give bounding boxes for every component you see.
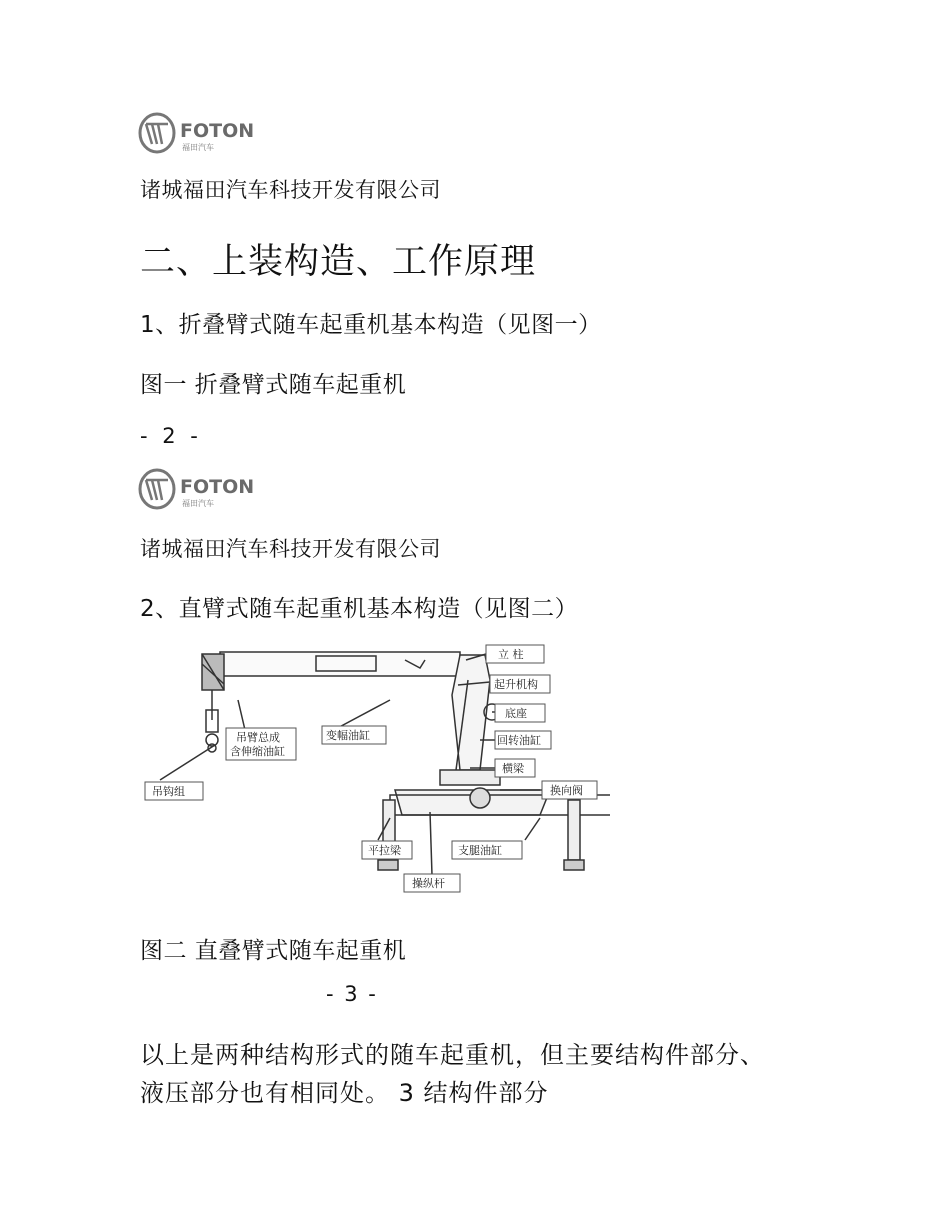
logo-subtext: 福田汽车 [182, 143, 214, 152]
label-column: 立 柱 [498, 648, 524, 661]
logo-header-2 [138, 466, 258, 514]
label-luff-cylinder: 变幅油缸 [326, 729, 370, 742]
label-crossbeam: 横梁 [502, 762, 524, 775]
figure-caption-2: 图二 直叠臂式随车起重机 [140, 938, 407, 964]
logo-subtext: 福田汽车 [182, 499, 214, 508]
label-outrigger: 支腿油缸 [458, 844, 502, 857]
label-slew-cylinder: 回转油缸 [497, 734, 541, 747]
logo-header-1 [138, 110, 258, 158]
label-valve: 换向阀 [550, 784, 583, 797]
body-line-2: 液压部分也有相同处。 3 结构件部分 [140, 1079, 549, 1107]
label-boom: 吊臂总成 [236, 731, 280, 744]
page-number-2: - 2 - [140, 424, 202, 448]
body-line-1: 以上是两种结构形式的随车起重机，但主要结构件部分、 [140, 1041, 765, 1069]
crane-diagram [140, 640, 610, 895]
page-number-3: - 3 - [326, 982, 378, 1006]
label-hook: 吊钩组 [152, 785, 185, 798]
label-lever: 操纵杆 [412, 877, 445, 890]
figure-caption-1: 图一 折叠臂式随车起重机 [140, 372, 407, 398]
foton-emblem-icon [140, 470, 174, 508]
label-stabilizer: 平拉梁 [368, 844, 401, 857]
label-hoist: 起升机构 [494, 678, 538, 691]
logo-wordmark: FOTON [180, 476, 255, 498]
section-title: 二、上装构造、工作原理 [140, 242, 537, 282]
body-paragraph [140, 1036, 840, 1112]
logo-wordmark: FOTON [180, 120, 255, 142]
foton-emblem-icon [140, 114, 174, 152]
item-heading-1: 1、折叠臂式随车起重机基本构造（见图一） [140, 312, 602, 338]
label-boom-2: 含伸缩油缸 [230, 745, 285, 758]
item-heading-2: 2、直臂式随车起重机基本构造（见图二） [140, 596, 579, 622]
company-name: 诸城福田汽车科技开发有限公司 [140, 537, 441, 561]
company-name: 诸城福田汽车科技开发有限公司 [140, 178, 441, 202]
label-base: 底座 [505, 707, 527, 720]
